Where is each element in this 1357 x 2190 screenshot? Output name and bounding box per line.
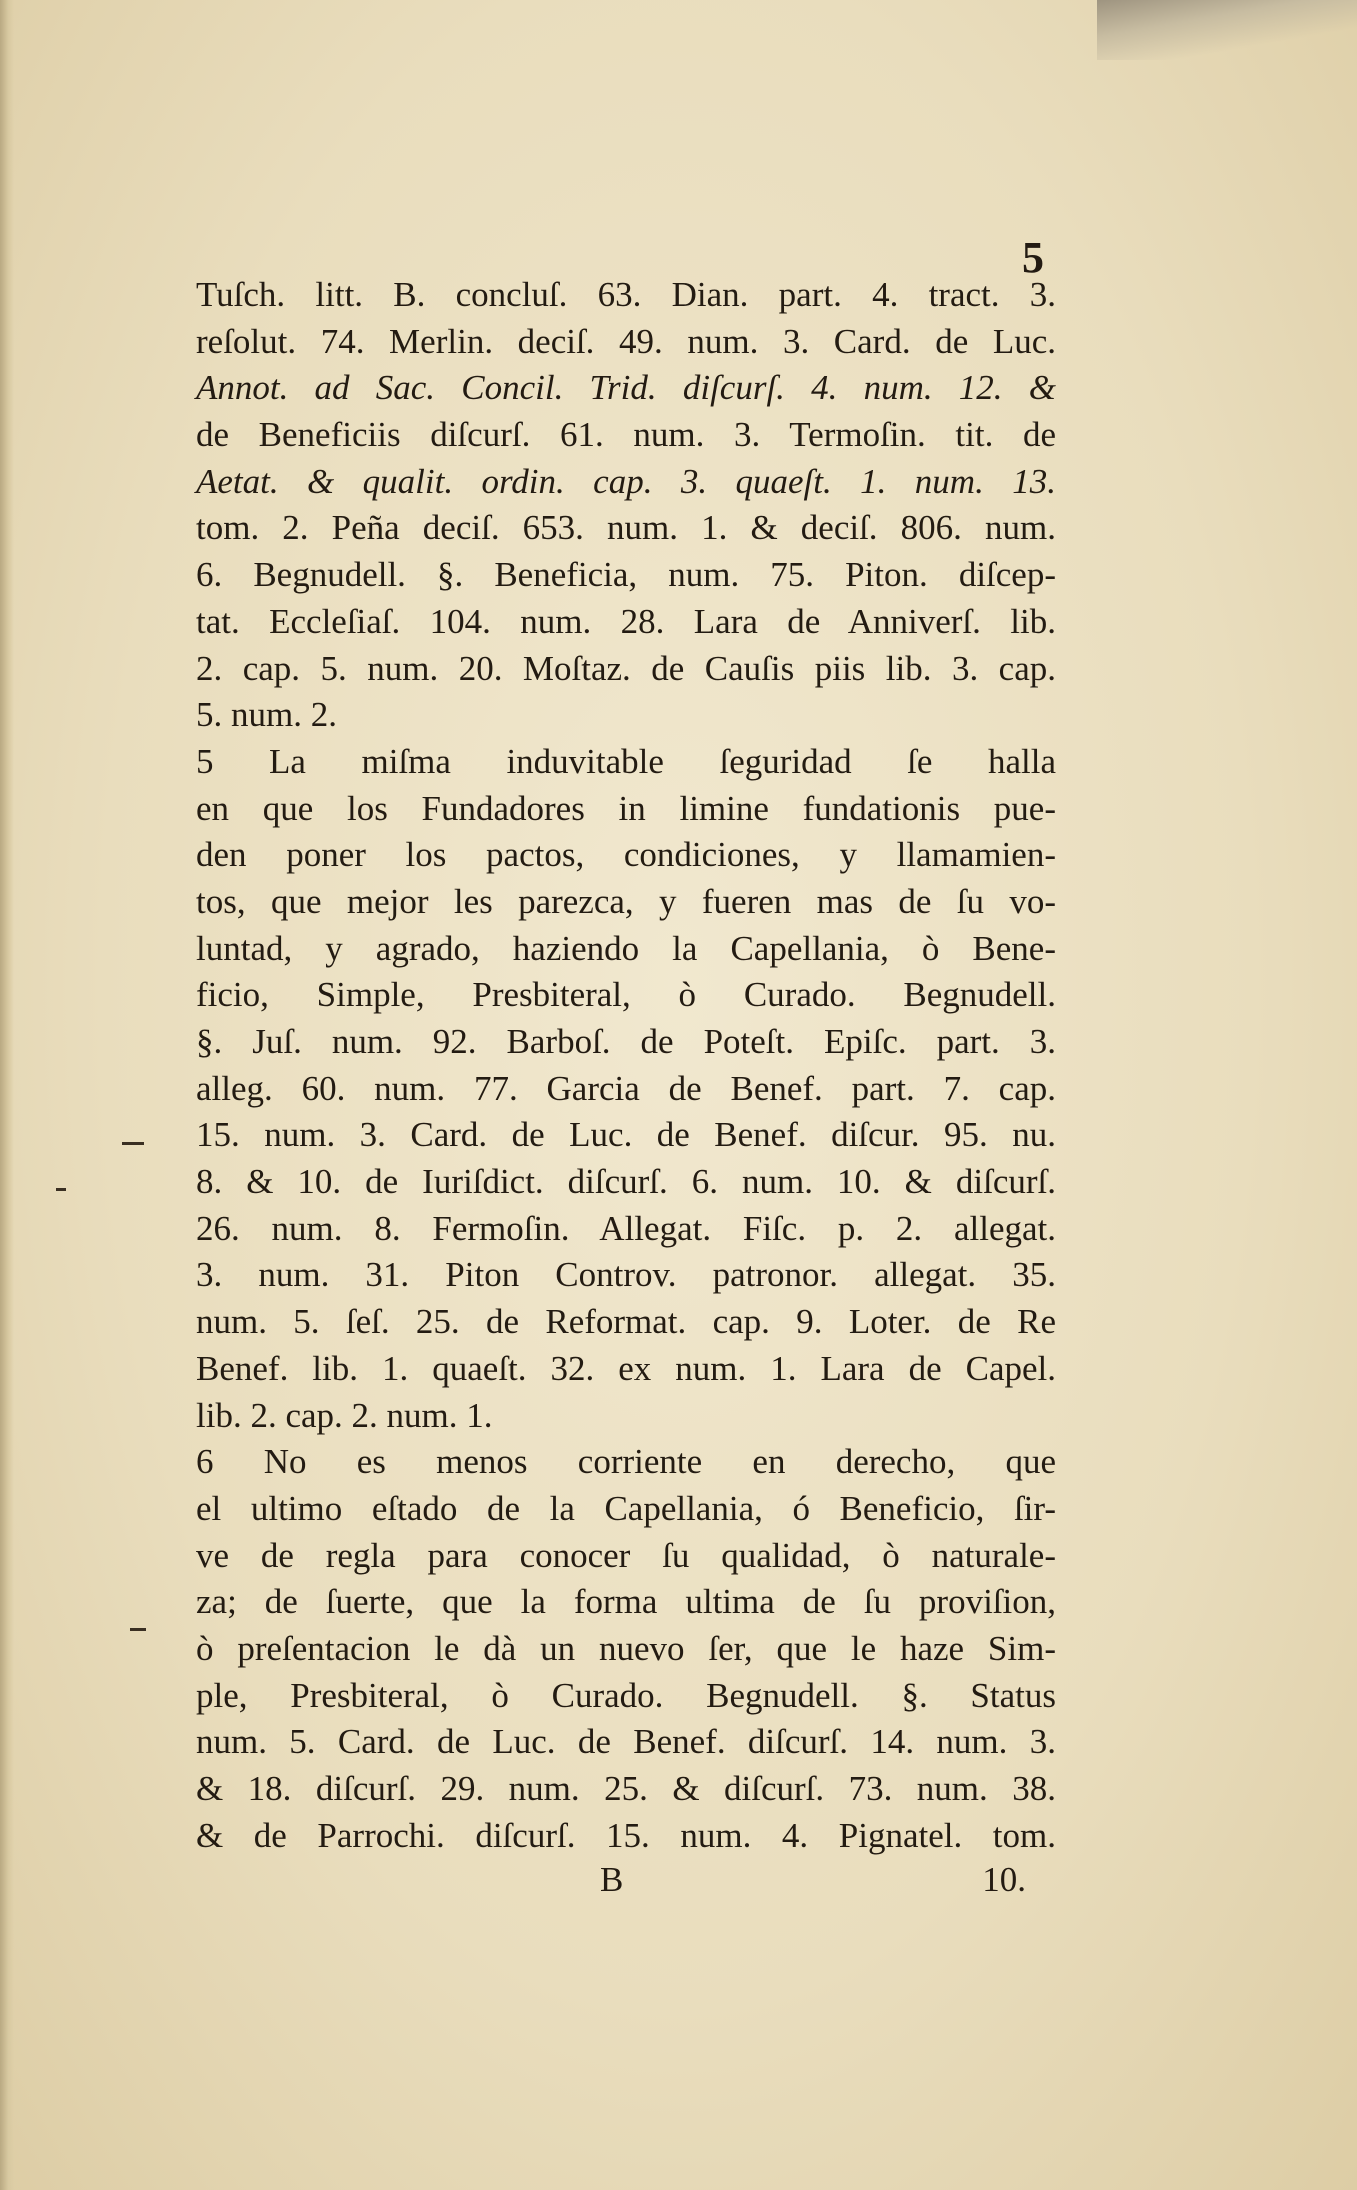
text-line: lib. 2. cap. 2. num. 1.: [196, 1395, 493, 1435]
text-line: 15. num. 3. Card. de Luc. de Benef. diſcur. 95. nu.: [196, 1115, 1056, 1155]
text-line: ve de regla para conocer ſu qualidad, ò naturale-: [196, 1535, 1056, 1575]
text-line: 5 La miſma induvitable ſeguridad ſe halla: [196, 741, 1056, 781]
text-line: num. 5. ſeſ. 25. de Reformat. cap. 9. Loter. de Re: [196, 1302, 1056, 1342]
text-line: 2. cap. 5. num. 20. Moſtaz. de Cauſis piis lib. 3. cap.: [196, 648, 1056, 688]
margin-mark: [122, 1142, 144, 1145]
page-number: 5: [1022, 233, 1044, 282]
text-line: den poner los pactos, condiciones, y llamamien-: [196, 835, 1056, 875]
text-line: tos, que mejor les parezca, y fueren mas de ſu vo-: [196, 881, 1056, 921]
margin-mark: [130, 1628, 146, 1631]
text-line: tom. 2. Peña deciſ. 653. num. 1. & deciſ. 806. num.: [196, 508, 1056, 548]
text-line: Annot. ad Sac. Concil. Trid. diſcurſ. 4. num. 12. &: [196, 368, 1056, 408]
page-footer: [196, 1860, 1056, 1910]
text-line: 3. num. 31. Piton Controv. patronor. allegat. 35.: [196, 1255, 1056, 1295]
text-line: Tuſch. litt. B. concluſ. 63. Dian. part. 4. tract. 3.: [196, 275, 1056, 314]
catchword: 10.: [982, 1860, 1026, 1899]
text-line: tat. Eccleſiaſ. 104. num. 28. Lara de Anniverſ. lib.: [196, 601, 1056, 641]
text-line: 8. & 10. de Iuriſdict. diſcurſ. 6. num. 10. & diſcurſ.: [196, 1162, 1056, 1202]
text-line: 6. Begnudell. §. Beneficia, num. 75. Piton. diſcep-: [196, 555, 1056, 595]
signature-mark: B: [600, 1860, 624, 1899]
text-line: en que los Fundadores in limine fundationis pue-: [196, 788, 1056, 828]
text-line: za; de ſuerte, que la forma ultima de ſu proviſion,: [196, 1582, 1056, 1622]
text-line: ò preſentacion le dà un nuevo ſer, que le haze Sim-: [196, 1628, 1056, 1668]
text-line: el ultimo eſtado de la Capellania, ó Beneficio, ſir-: [196, 1488, 1056, 1528]
text-line: ple, Presbiteral, ò Curado. Begnudell. §. Status: [196, 1675, 1056, 1715]
text-line: ficio, Simple, Presbiteral, ò Curado. Begnudell.: [196, 975, 1056, 1015]
text-line: luntad, y agrado, haziendo la Capellania, ò Bene-: [196, 928, 1056, 968]
text-line: & de Parrochi. diſcurſ. 15. num. 4. Pignatel. tom.: [196, 1815, 1056, 1855]
text-line: Aetat. & qualit. ordin. cap. 3. quaeſt. 1. num. 13.: [196, 461, 1056, 501]
text-line: & 18. diſcurſ. 29. num. 25. & diſcurſ. 73. num. 38.: [196, 1769, 1056, 1808]
margin-mark: [56, 1188, 66, 1191]
text-line: §. Juſ. num. 92. Barboſ. de Poteſt. Epiſc. part. 3.: [196, 1022, 1056, 1061]
page-edge-shadow: [0, 0, 14, 2190]
page-corner-curl: [1097, 0, 1357, 60]
text-line: 26. num. 8. Fermoſin. Allegat. Fiſc. p. 2. allegat.: [196, 1208, 1056, 1248]
body-text: [196, 272, 1056, 1859]
text-line: de Beneficiis diſcurſ. 61. num. 3. Termoſin. tit. de: [196, 415, 1056, 455]
text-line: alleg. 60. num. 77. Garcia de Benef. part. 7. cap.: [196, 1068, 1056, 1108]
text-line: Benef. lib. 1. quaeſt. 32. ex num. 1. Lara de Capel.: [196, 1348, 1056, 1388]
text-line: 5. num. 2.: [196, 695, 337, 735]
text-line: 6 No es menos corriente en derecho, que: [196, 1442, 1056, 1482]
text-line: reſolut. 74. Merlin. deciſ. 49. num. 3. Card. de Luc.: [196, 321, 1056, 361]
text-line: num. 5. Card. de Luc. de Benef. diſcurſ. 14. num. 3.: [196, 1722, 1056, 1762]
